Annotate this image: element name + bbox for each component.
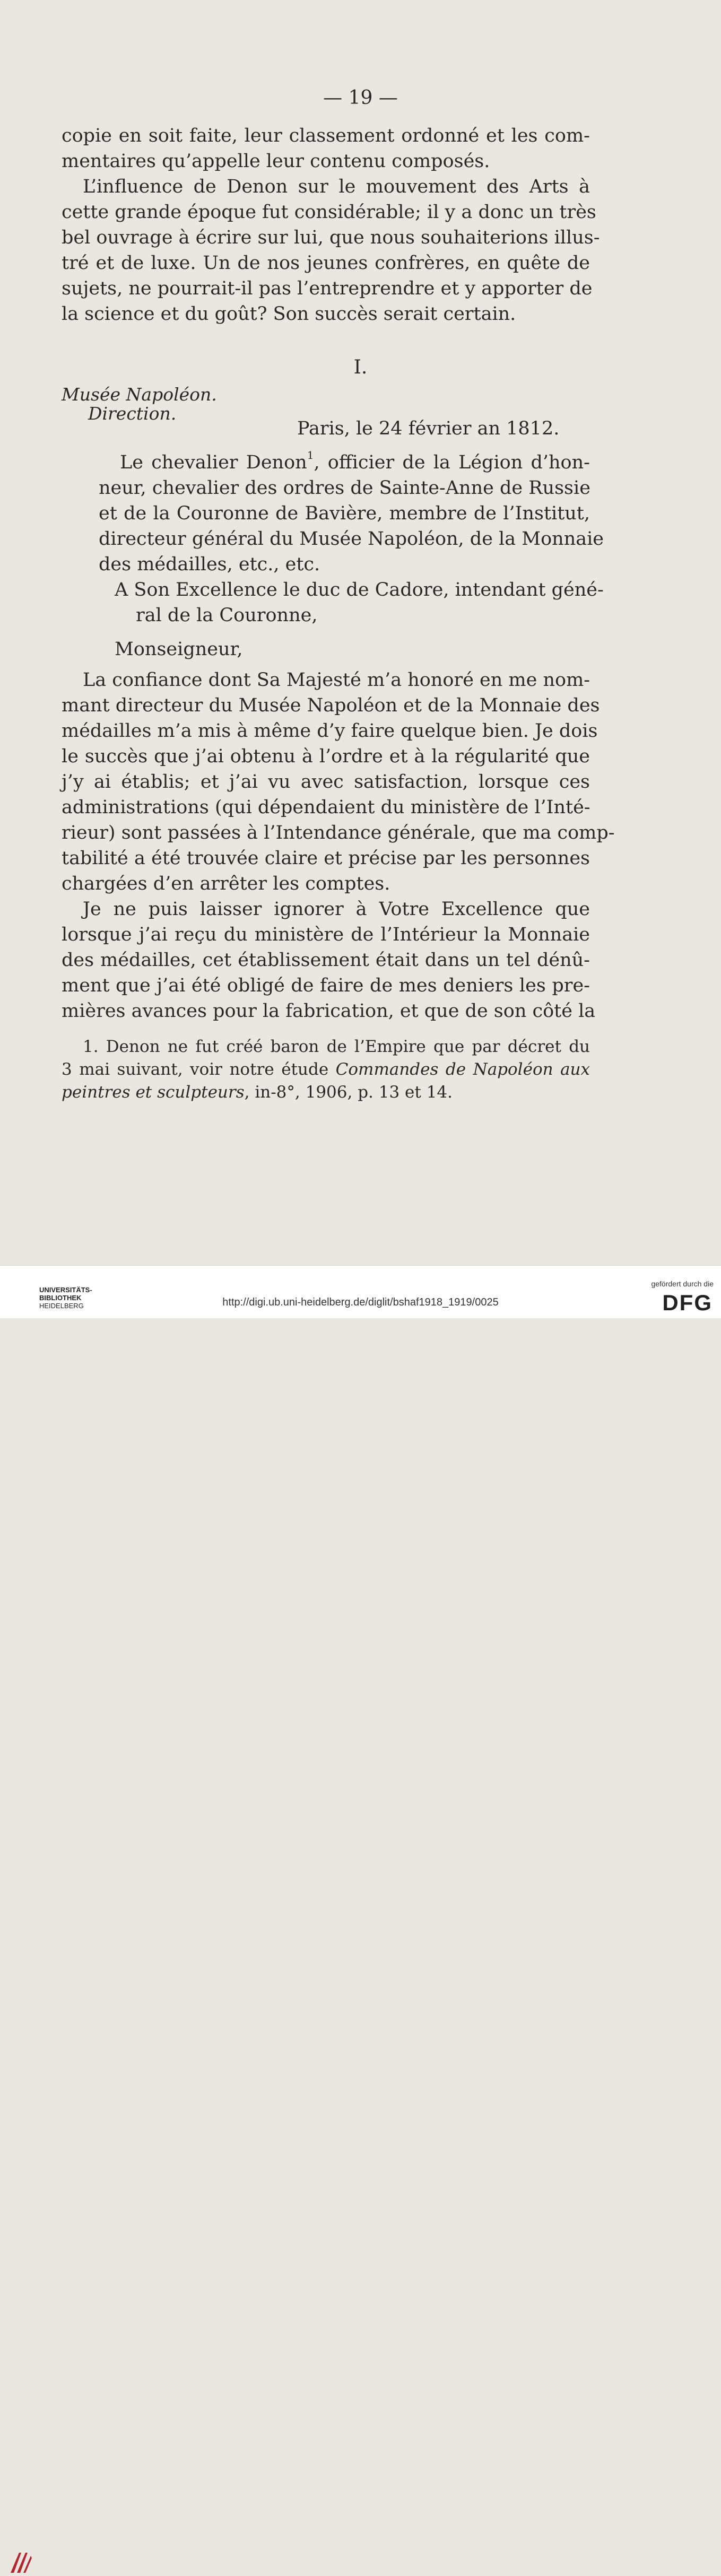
footnote-text: , in-8°, 1906, p. 13 et 14. — [244, 1083, 453, 1102]
section-number: I. — [353, 356, 368, 378]
text-line: neur, chevalier des ordres de Sainte-Anne de Russie — [99, 477, 590, 499]
sender-name: Le chevalier Denon — [120, 452, 307, 473]
margin-note-direction: Direction. — [88, 403, 177, 424]
text-line: sujets, ne pourrait-il pas l’entreprendre et y apporter de — [62, 278, 593, 299]
footnote — [62, 1035, 590, 1104]
library-name-line: HEIDELBERG — [39, 1302, 84, 1310]
footer-bar — [0, 1265, 721, 1318]
text-line — [99, 450, 590, 475]
text-line: médailles m’a mis à même d’y faire quelque bien. Je dois — [62, 720, 598, 742]
footnote-text: 3 mai suivant, voir notre étude — [62, 1060, 336, 1079]
scanned-page — [0, 0, 721, 1265]
sender-title: , officier de la Légion d’hon- — [314, 452, 590, 473]
footnote-line — [62, 1058, 590, 1081]
library-name-line: UNIVERSITÄTS- — [39, 1286, 92, 1294]
footnote-book-title-cont: peintres et sculpteurs — [62, 1083, 245, 1102]
text-line: mentaires qu’appelle leur contenu composés. — [62, 151, 490, 172]
dfg-logo: DFG — [662, 1290, 713, 1315]
intro-paragraphs — [62, 123, 600, 327]
text-line: administrations (qui dépendaient du ministère de l’Inté- — [62, 797, 590, 818]
text-line: Monseigneur, — [115, 639, 243, 660]
text-line: j’y ai établis; et j’ai vu avec satisfaction, lorsque ces — [62, 771, 590, 793]
text-line: bel ouvrage à écrire sur lui, que nous souhaiterions illus- — [62, 227, 600, 248]
text-line: mant directeur du Musée Napoléon et de la Monnaie des — [62, 695, 600, 716]
text-line: L’influence de Denon sur le mouvement des Arts à — [83, 176, 590, 197]
dateline: Paris, le 24 février an 1812. — [297, 418, 560, 439]
text-line: Je ne puis laisser ignorer à Votre Excellence que — [83, 899, 590, 920]
letter-body — [62, 667, 615, 1024]
text-line: mières avances pour la fabrication, et que de son côté la — [62, 1000, 596, 1022]
page-number: — 19 — — [323, 87, 398, 109]
text-line: cette grande époque fut considérable; il y a donc un très — [62, 202, 596, 223]
text-line: la science et du goût? Son succès serait certain. — [62, 303, 516, 325]
text-line: des médailles, etc., etc. — [99, 554, 320, 575]
salutation — [115, 637, 590, 662]
margin-note-museum: Musée Napoléon. — [62, 384, 217, 405]
text-line: A Son Excellence le duc de Cadore, intendant géné- — [115, 579, 604, 601]
text-line: des médailles, cet établissement était dans un tel dénû- — [62, 950, 590, 971]
text-line: et de la Couronne de Bavière, membre de l’Institut, — [99, 503, 590, 524]
library-name-line: BIBLIOTHEK — [39, 1294, 82, 1302]
text-line: ment que j’ai été obligé de faire de mes deniers les pre- — [62, 975, 590, 996]
text-line: ral de la Couronne, — [136, 605, 318, 626]
text-line: chargées d’en arrêter les comptes. — [62, 873, 390, 894]
footnote-marker: 1 — [307, 449, 314, 462]
text-line: La confiance dont Sa Majesté m’a honoré en me nom- — [83, 669, 590, 691]
footnote-line — [62, 1081, 590, 1104]
footnote-line: 1. Denon ne fut créé baron de l’Empire que par décret du — [83, 1037, 590, 1056]
text-line: lorsque j’ai reçu du ministère de l’Intérieur la Monnaie — [62, 924, 590, 945]
text-line: rieur) sont passées à l’Intendance générale, que ma comp- — [62, 822, 615, 843]
university-library-logo-icon — [7, 2549, 34, 2576]
source-url-link[interactable]: http://digi.ub.uni-heidelberg.de/diglit/bshaf1918_1919/0025 — [222, 1296, 499, 1308]
text-line: directeur général du Musée Napoléon, de la Monnaie — [99, 528, 604, 550]
text-line: le succès que j’ai obtenu à l’ordre et à la régularité que — [62, 746, 590, 767]
addressee — [115, 577, 604, 628]
text-line: copie en soit faite, leur classement ordonné et les com- — [62, 125, 590, 146]
footnote-book-title: Commandes de Napoléon aux — [335, 1060, 590, 1079]
text-line: tabilité a été trouvée claire et précise par les personnes — [62, 848, 590, 869]
funding-caption: gefördert durch die — [651, 1280, 714, 1288]
letter-header — [99, 449, 604, 577]
text-line: tré et de luxe. Un de nos jeunes confrères, en quête de — [62, 253, 590, 274]
